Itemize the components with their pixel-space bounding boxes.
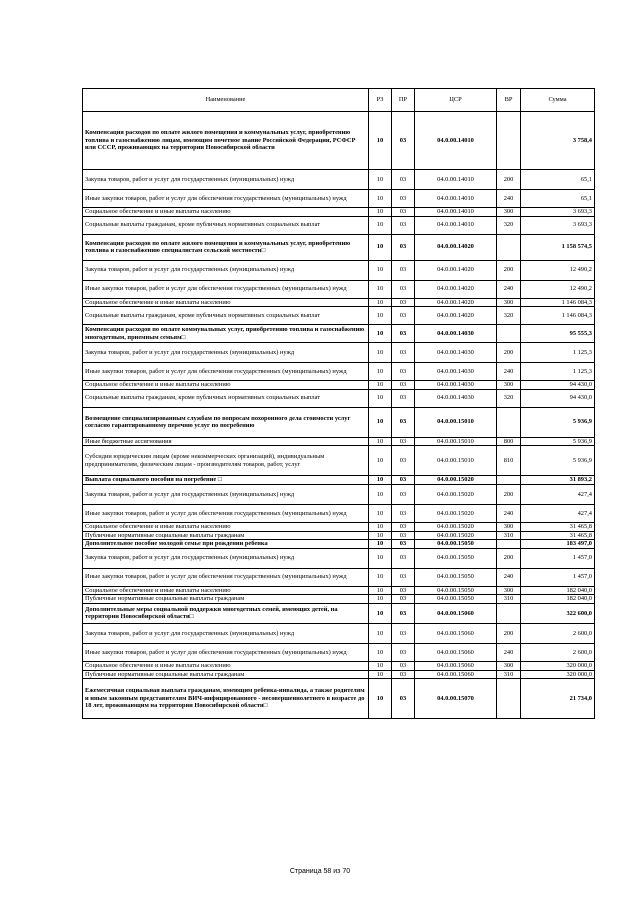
table-row (83, 389, 595, 407)
cell-rz: 10 (369, 476, 392, 485)
cell-rz: 10 (369, 504, 392, 522)
cell-name: Социальное обеспечение и иные выплаты населению (83, 381, 369, 390)
cell-csr: 04.0.00.15050 (415, 548, 497, 568)
cell-rz: 10 (369, 586, 392, 595)
cell-pr: 03 (392, 389, 415, 407)
cell-name: Социальные выплаты гражданам, кроме публичных нормативных социальных выплат (83, 216, 369, 234)
cell-pr: 03 (392, 280, 415, 298)
cell-sum: 1 146 084,3 (521, 298, 595, 307)
table-row (83, 216, 595, 234)
cell-pr: 03 (392, 586, 415, 595)
cell-name: Социальные выплаты гражданам, кроме публичных нормативных социальных выплат (83, 389, 369, 407)
cell-pr: 03 (392, 484, 415, 504)
cell-rz: 10 (369, 548, 392, 568)
cell-rz: 10 (369, 679, 392, 719)
cell-pr: 03 (392, 643, 415, 661)
cell-name: Социальное обеспечение и иные выплаты населению (83, 298, 369, 307)
cell-rz: 10 (369, 603, 392, 623)
cell-pr: 03 (392, 504, 415, 522)
cell-sum: 94 430,0 (521, 381, 595, 390)
cell-pr: 03 (392, 363, 415, 381)
table-row (83, 298, 595, 307)
cell-name: Дополнительное пособие молодой семье при рождении ребенка (83, 540, 369, 549)
cell-pr: 03 (392, 260, 415, 280)
table-row (83, 190, 595, 208)
cell-sum: 12 490,2 (521, 280, 595, 298)
cell-csr: 04.0.00.15050 (415, 540, 497, 549)
cell-rz: 10 (369, 381, 392, 390)
cell-pr: 03 (392, 623, 415, 643)
cell-name: Публичные нормативные социальные выплаты гражданам (83, 531, 369, 540)
cell-csr: 04.0.00.15060 (415, 603, 497, 623)
cell-name: Социальное обеспечение и иные выплаты населению (83, 208, 369, 217)
table-row (83, 522, 595, 531)
cell-pr: 03 (392, 568, 415, 586)
cell-name: Закупка товаров, работ и услуг для государственных (муниципальных) нужд (83, 260, 369, 280)
header-pr: ПР (392, 89, 415, 112)
cell-csr: 04.0.00.15070 (415, 679, 497, 719)
cell-csr: 04.0.00.15020 (415, 531, 497, 540)
header-csr: ЦСР (415, 89, 497, 112)
table-row (83, 170, 595, 190)
cell-csr: 04.0.00.14010 (415, 216, 497, 234)
table-row (83, 363, 595, 381)
cell-pr: 03 (392, 679, 415, 719)
cell-vr: 240 (497, 190, 521, 208)
cell-rz: 10 (369, 568, 392, 586)
table-row (83, 381, 595, 390)
cell-vr: 320 (497, 307, 521, 325)
cell-vr: 810 (497, 446, 521, 476)
cell-name: Закупка товаров, работ и услуг для государственных (муниципальных) нужд (83, 484, 369, 504)
cell-rz: 10 (369, 661, 392, 670)
cell-vr: 310 (497, 670, 521, 679)
cell-rz: 10 (369, 484, 392, 504)
cell-rz: 10 (369, 643, 392, 661)
cell-pr: 03 (392, 540, 415, 549)
cell-name: Иные закупки товаров, работ и услуг для обеспечения государственных (муниципальных) нужд (83, 504, 369, 522)
cell-csr: 04.0.00.15010 (415, 437, 497, 446)
cell-csr: 04.0.00.14020 (415, 307, 497, 325)
cell-vr (497, 603, 521, 623)
table-row (83, 661, 595, 670)
cell-sum: 3 693,3 (521, 216, 595, 234)
table-row (83, 307, 595, 325)
cell-csr: 04.0.00.15050 (415, 586, 497, 595)
cell-pr: 03 (392, 112, 415, 170)
cell-pr: 03 (392, 476, 415, 485)
cell-csr: 04.0.00.14010 (415, 190, 497, 208)
cell-csr: 04.0.00.15060 (415, 643, 497, 661)
table-row (83, 548, 595, 568)
cell-vr: 300 (497, 381, 521, 390)
cell-name: Дополнительные меры социальной поддержки многодетных семей, имеющих детей, на территории Новосибирской области□ (83, 603, 369, 623)
cell-vr: 300 (497, 298, 521, 307)
cell-csr: 04.0.00.15060 (415, 623, 497, 643)
cell-csr: 04.0.00.15050 (415, 568, 497, 586)
cell-sum: 31 465,8 (521, 531, 595, 540)
cell-sum: 182 040,0 (521, 586, 595, 595)
cell-vr: 310 (497, 531, 521, 540)
cell-name: Закупка товаров, работ и услуг для государственных (муниципальных) нужд (83, 548, 369, 568)
cell-name: Иные закупки товаров, работ и услуг для обеспечения государственных (муниципальных) нужд (83, 643, 369, 661)
cell-vr: 240 (497, 280, 521, 298)
cell-pr: 03 (392, 407, 415, 437)
page-number: Страница 58 из 70 (289, 868, 351, 875)
cell-vr (497, 679, 521, 719)
header-name: Наименование (83, 89, 369, 112)
cell-csr: 04.0.00.14010 (415, 208, 497, 217)
cell-name: Компенсация расходов по оплате жилого помещения и коммунальных услуг, приобретению топлива и газоснабжению лицам, имеющим почетное звание Российской Федерации, РСФСР или СССР, проживающих на территории Новосибирской области (83, 112, 369, 170)
cell-name: Иные бюджетные ассигнования (83, 437, 369, 446)
cell-rz: 10 (369, 407, 392, 437)
cell-rz: 10 (369, 540, 392, 549)
cell-name: Компенсация расходов по оплате жилого помещения и коммунальных услуг, приобретению топлива и газоснабжению специалистам сельской местности□ (83, 234, 369, 260)
cell-rz: 10 (369, 595, 392, 604)
cell-csr: 04.0.00.14030 (415, 325, 497, 343)
cell-csr: 04.0.00.15010 (415, 446, 497, 476)
cell-vr: 800 (497, 437, 521, 446)
cell-vr: 300 (497, 208, 521, 217)
cell-pr: 03 (392, 216, 415, 234)
cell-rz: 10 (369, 623, 392, 643)
cell-rz: 10 (369, 437, 392, 446)
cell-sum: 182 040,0 (521, 595, 595, 604)
cell-csr: 04.0.00.15060 (415, 661, 497, 670)
table-row (83, 446, 595, 476)
table-row (83, 623, 595, 643)
cell-vr: 200 (497, 343, 521, 363)
cell-pr: 03 (392, 170, 415, 190)
table-header-row (83, 89, 595, 112)
cell-pr: 03 (392, 381, 415, 390)
cell-name: Закупка товаров, работ и услуг для государственных (муниципальных) нужд (83, 623, 369, 643)
cell-vr: 300 (497, 661, 521, 670)
cell-rz: 10 (369, 298, 392, 307)
cell-csr: 04.0.00.15050 (415, 595, 497, 604)
cell-csr: 04.0.00.14020 (415, 260, 497, 280)
cell-csr: 04.0.00.14030 (415, 381, 497, 390)
cell-vr: 240 (497, 504, 521, 522)
cell-name: Публичные нормативные социальные выплаты гражданам (83, 670, 369, 679)
cell-name: Ежемесячная социальная выплата гражданам, имеющим ребенка-инвалида, а также родителям и иным законным представителям ВИЧ-инфицированного - несовершеннолетнего в возрасте до 18 лет, проживающим на территории Новосибирской области□ (83, 679, 369, 719)
cell-pr: 03 (392, 522, 415, 531)
table-row-section (83, 325, 595, 343)
cell-sum: 5 936,9 (521, 446, 595, 476)
table-row (83, 343, 595, 363)
table-row-section (83, 407, 595, 437)
cell-vr: 200 (497, 548, 521, 568)
cell-sum: 1 158 574,5 (521, 234, 595, 260)
cell-sum: 427,4 (521, 484, 595, 504)
table-row (83, 643, 595, 661)
header-rz: РЗ (369, 89, 392, 112)
cell-rz: 10 (369, 446, 392, 476)
cell-name: Иные закупки товаров, работ и услуг для обеспечения государственных (муниципальных) нужд (83, 280, 369, 298)
cell-rz: 10 (369, 531, 392, 540)
cell-vr: 200 (497, 260, 521, 280)
cell-pr: 03 (392, 595, 415, 604)
cell-csr: 04.0.00.14020 (415, 298, 497, 307)
cell-rz: 10 (369, 522, 392, 531)
cell-name: Иные закупки товаров, работ и услуг для обеспечения государственных (муниципальных) нужд (83, 568, 369, 586)
cell-pr: 03 (392, 307, 415, 325)
cell-csr: 04.0.00.15020 (415, 504, 497, 522)
cell-pr: 03 (392, 437, 415, 446)
cell-csr: 04.0.00.14020 (415, 280, 497, 298)
cell-rz: 10 (369, 325, 392, 343)
cell-rz: 10 (369, 112, 392, 170)
header-sum: Сумма (521, 89, 595, 112)
cell-csr: 04.0.00.15020 (415, 484, 497, 504)
cell-sum: 5 936,9 (521, 407, 595, 437)
cell-pr: 03 (392, 190, 415, 208)
cell-vr: 200 (497, 484, 521, 504)
header-vr: ВР (497, 89, 521, 112)
cell-csr: 04.0.00.15020 (415, 476, 497, 485)
table-row (83, 568, 595, 586)
cell-rz: 10 (369, 260, 392, 280)
cell-sum: 320 000,0 (521, 661, 595, 670)
table-row (83, 260, 595, 280)
cell-pr: 03 (392, 298, 415, 307)
cell-rz: 10 (369, 389, 392, 407)
table-row-section (83, 476, 595, 485)
table-row (83, 280, 595, 298)
cell-vr (497, 407, 521, 437)
cell-rz: 10 (369, 280, 392, 298)
cell-name: Возмещение специализированным службам по вопросам похоронного дела стоимости услуг согласно гарантированному перечню услуг по погребению (83, 407, 369, 437)
cell-sum: 1 457,0 (521, 548, 595, 568)
cell-sum: 21 734,0 (521, 679, 595, 719)
cell-name: Иные закупки товаров, работ и услуг для обеспечения государственных (муниципальных) нужд (83, 363, 369, 381)
cell-rz: 10 (369, 363, 392, 381)
cell-sum: 12 490,2 (521, 260, 595, 280)
cell-rz: 10 (369, 170, 392, 190)
table-row-section (83, 540, 595, 549)
cell-sum: 2 600,0 (521, 623, 595, 643)
cell-csr: 04.0.00.15060 (415, 670, 497, 679)
cell-rz: 10 (369, 343, 392, 363)
cell-csr: 04.0.00.14030 (415, 389, 497, 407)
cell-name: Иные закупки товаров, работ и услуг для обеспечения государственных (муниципальных) нужд (83, 190, 369, 208)
cell-sum: 322 600,0 (521, 603, 595, 623)
cell-vr: 200 (497, 170, 521, 190)
cell-rz: 10 (369, 190, 392, 208)
cell-sum: 183 497,0 (521, 540, 595, 549)
budget-table (82, 88, 595, 719)
cell-name: Субсидии юридическим лицам (кроме некоммерческих организаций), индивидуальным предпринимателям, физическим лицам - производителям товаров, работ, услуг (83, 446, 369, 476)
cell-name: Выплата социального пособия на погребение □ (83, 476, 369, 485)
cell-sum: 427,4 (521, 504, 595, 522)
cell-name: Социальное обеспечение и иные выплаты населению (83, 522, 369, 531)
cell-name: Закупка товаров, работ и услуг для государственных (муниципальных) нужд (83, 170, 369, 190)
cell-pr: 03 (392, 603, 415, 623)
cell-vr: 240 (497, 568, 521, 586)
cell-pr: 03 (392, 661, 415, 670)
cell-rz: 10 (369, 208, 392, 217)
cell-sum: 5 936,9 (521, 437, 595, 446)
table-row-section (83, 112, 595, 170)
cell-sum: 3 758,4 (521, 112, 595, 170)
cell-csr: 04.0.00.14030 (415, 363, 497, 381)
cell-vr: 240 (497, 363, 521, 381)
cell-vr: 310 (497, 595, 521, 604)
cell-vr: 300 (497, 522, 521, 531)
cell-sum: 94 430,0 (521, 389, 595, 407)
table-row (83, 595, 595, 604)
cell-sum: 3 693,3 (521, 208, 595, 217)
cell-name: Закупка товаров, работ и услуг для государственных (муниципальных) нужд (83, 343, 369, 363)
cell-csr: 04.0.00.14010 (415, 170, 497, 190)
cell-vr (497, 540, 521, 549)
cell-sum: 1 125,3 (521, 363, 595, 381)
cell-pr: 03 (392, 446, 415, 476)
cell-pr: 03 (392, 670, 415, 679)
cell-name: Компенсация расходов по оплате коммунальных услуг, приобретению топлива и газоснабжению многодетным, приемным семьям□ (83, 325, 369, 343)
cell-pr: 03 (392, 343, 415, 363)
cell-sum: 1 146 084,3 (521, 307, 595, 325)
table-row (83, 531, 595, 540)
cell-rz: 10 (369, 234, 392, 260)
cell-csr: 04.0.00.14020 (415, 234, 497, 260)
cell-csr: 04.0.00.15020 (415, 522, 497, 531)
cell-vr (497, 476, 521, 485)
cell-sum: 95 555,3 (521, 325, 595, 343)
cell-vr: 320 (497, 216, 521, 234)
cell-name: Социальное обеспечение и иные выплаты населению (83, 661, 369, 670)
cell-vr: 240 (497, 643, 521, 661)
cell-name: Социальные выплаты гражданам, кроме публичных нормативных социальных выплат (83, 307, 369, 325)
cell-vr: 300 (497, 586, 521, 595)
cell-rz: 10 (369, 670, 392, 679)
cell-pr: 03 (392, 208, 415, 217)
cell-sum: 65,1 (521, 190, 595, 208)
cell-csr: 04.0.00.14030 (415, 343, 497, 363)
table-row (83, 504, 595, 522)
cell-vr (497, 234, 521, 260)
cell-vr: 320 (497, 389, 521, 407)
cell-sum: 1 457,0 (521, 568, 595, 586)
table-row-section (83, 234, 595, 260)
cell-vr (497, 112, 521, 170)
cell-vr (497, 325, 521, 343)
cell-sum: 31 465,8 (521, 522, 595, 531)
table-row (83, 208, 595, 217)
table-row (83, 586, 595, 595)
cell-rz: 10 (369, 216, 392, 234)
table-row (83, 670, 595, 679)
cell-csr: 04.0.00.14010 (415, 112, 497, 170)
table-row (83, 437, 595, 446)
cell-pr: 03 (392, 325, 415, 343)
cell-csr: 04.0.00.15010 (415, 407, 497, 437)
table-row-section (83, 679, 595, 719)
cell-sum: 1 125,3 (521, 343, 595, 363)
cell-name: Публичные нормативные социальные выплаты гражданам (83, 595, 369, 604)
cell-sum: 2 600,0 (521, 643, 595, 661)
cell-pr: 03 (392, 531, 415, 540)
table-row-section (83, 603, 595, 623)
cell-sum: 65,1 (521, 170, 595, 190)
table-body (83, 112, 595, 719)
cell-vr: 200 (497, 623, 521, 643)
cell-name: Социальное обеспечение и иные выплаты населению (83, 586, 369, 595)
cell-sum: 31 893,2 (521, 476, 595, 485)
cell-pr: 03 (392, 234, 415, 260)
cell-sum: 320 000,0 (521, 670, 595, 679)
cell-pr: 03 (392, 548, 415, 568)
cell-rz: 10 (369, 307, 392, 325)
table-row (83, 484, 595, 504)
